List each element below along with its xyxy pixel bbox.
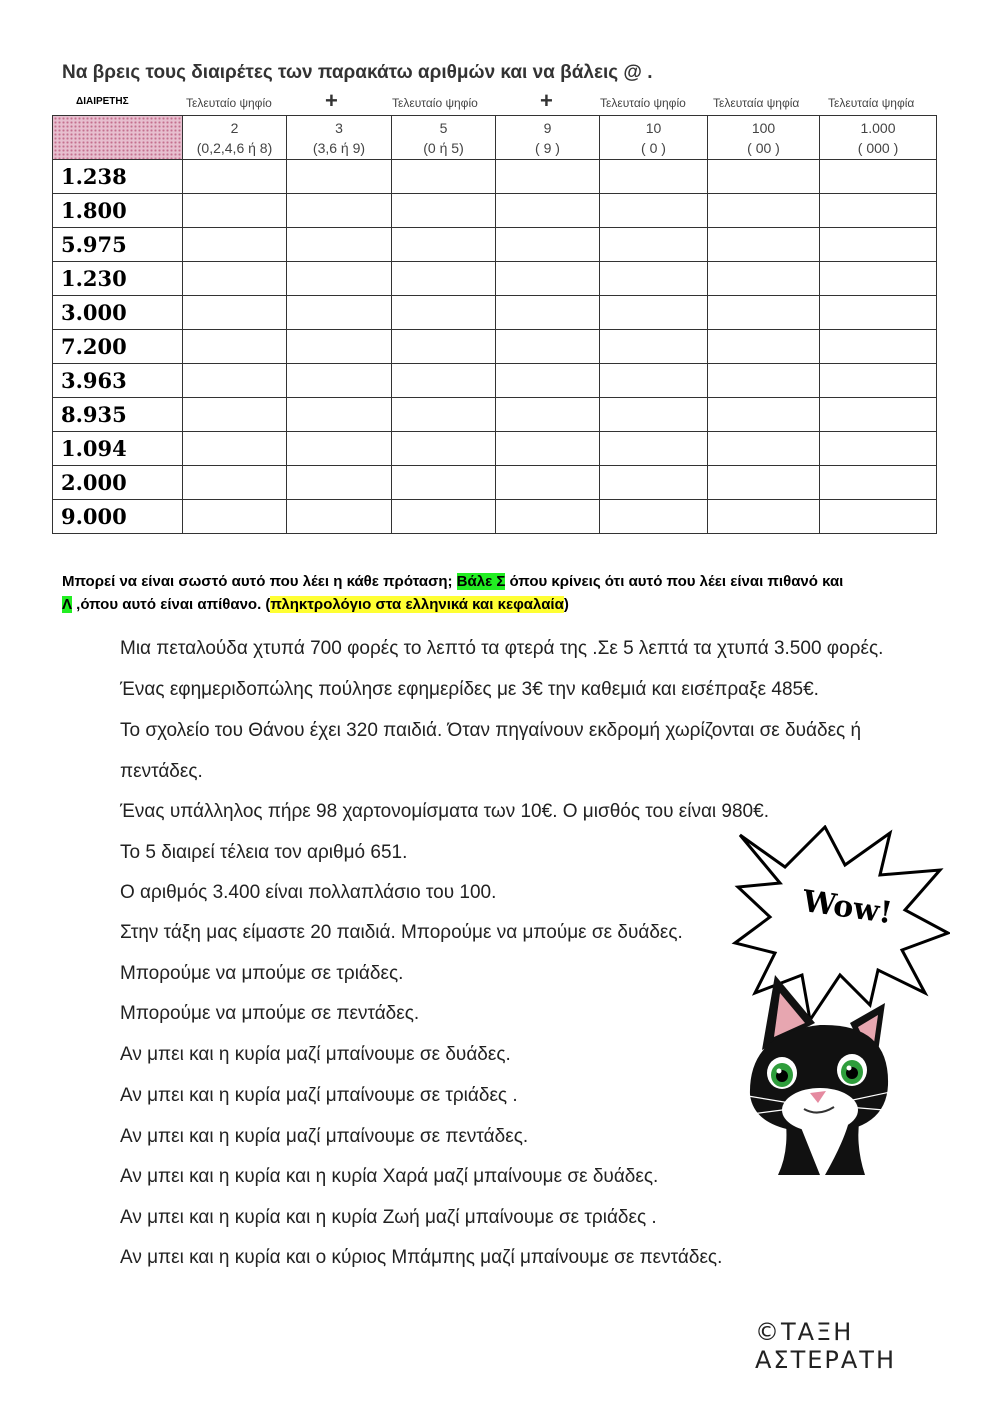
last-digits-label-2: Τελευταία ψηφία — [828, 96, 915, 110]
answer-cell[interactable] — [392, 330, 496, 364]
answer-cell[interactable] — [496, 432, 600, 466]
table-row — [53, 364, 937, 398]
table-row — [53, 398, 937, 432]
divisor-rule: ( 9 ) — [535, 139, 560, 156]
divisor-value: 1.000 — [860, 119, 896, 136]
divisor-rule: ( 00 ) — [747, 139, 780, 156]
statement-line: Αν μπει και η κυρία και ο κύριος Μπάμπης μαζί μπαίνουμε σε πεντάδες. — [120, 1247, 723, 1268]
answer-cell[interactable] — [708, 160, 820, 194]
answer-cell[interactable] — [820, 330, 937, 364]
table-row — [53, 160, 937, 194]
answer-cell[interactable] — [600, 228, 708, 262]
answer-cell[interactable] — [820, 160, 937, 194]
number-cell: 8.935 — [53, 398, 183, 432]
divisor-rule: (3,6 ή 9) — [312, 139, 366, 156]
statement-line: Ο αριθμός 3.400 είναι πολλαπλάσιο του 100. — [120, 882, 497, 903]
last-digit-label-1: Τελευταίο ψηφίο — [186, 96, 272, 110]
answer-cell[interactable] — [820, 262, 937, 296]
answer-cell[interactable] — [708, 432, 820, 466]
answer-cell[interactable] — [183, 262, 287, 296]
answer-cell[interactable] — [600, 262, 708, 296]
answer-cell[interactable] — [820, 398, 937, 432]
instruction-text-4: ) — [563, 596, 569, 613]
divisor-column-7 — [820, 116, 937, 160]
last-digit-label-3: Τελευταίο ψηφίο — [600, 96, 686, 110]
statement-line: Το σχολείο του Θάνου έχει 320 παιδιά. Όταν πηγαίνουν εκδρομή χωρίζονται σε δυάδες ή — [120, 720, 862, 741]
answer-cell[interactable] — [708, 364, 820, 398]
number-cell: 2.000 — [53, 466, 183, 500]
answer-cell[interactable] — [287, 466, 392, 500]
divisor-column-4 — [496, 116, 600, 160]
divisors-table — [52, 115, 937, 534]
statement-line: Το 5 διαιρεί τέλεια τον αριθμό 651. — [120, 842, 408, 863]
statement-line: Μπορούμε να μπούμε σε τριάδες. — [120, 963, 404, 984]
answer-cell[interactable] — [392, 194, 496, 228]
answer-cell[interactable] — [600, 296, 708, 330]
statement-line: Μπορούμε να μπούμε σε πεντάδες. — [120, 1003, 420, 1024]
answer-cell[interactable] — [820, 432, 937, 466]
answer-cell[interactable] — [600, 500, 708, 534]
statement-line: Αν μπει και η κυρία μαζί μπαίνουμε σε τριάδες . — [120, 1085, 518, 1106]
answer-cell[interactable] — [496, 466, 600, 500]
instructions — [62, 570, 942, 616]
statement-line: Μια πεταλούδα χτυπά 700 φορές το λεπτό τα φτερά της .Σε 5 λεπτά τα χτυπά 3.500 φορές. — [120, 638, 884, 659]
answer-cell[interactable] — [708, 398, 820, 432]
answer-cell[interactable] — [708, 500, 820, 534]
answer-cell[interactable] — [600, 160, 708, 194]
table-row — [53, 330, 937, 364]
table-row — [53, 194, 937, 228]
answer-cell[interactable] — [287, 432, 392, 466]
answer-cell[interactable] — [287, 500, 392, 534]
answer-cell[interactable] — [392, 228, 496, 262]
cat-illustration — [730, 825, 950, 1180]
answer-cell[interactable] — [820, 364, 937, 398]
answer-cell[interactable] — [820, 228, 937, 262]
number-cell: 3.963 — [53, 364, 183, 398]
number-cell: 1.230 — [53, 262, 183, 296]
answer-cell[interactable] — [600, 330, 708, 364]
answer-cell[interactable] — [392, 432, 496, 466]
answer-cell[interactable] — [183, 398, 287, 432]
number-cell: 7.200 — [53, 330, 183, 364]
divisor-column-2 — [287, 116, 392, 160]
answer-cell[interactable] — [496, 296, 600, 330]
answer-cell[interactable] — [600, 194, 708, 228]
divisor-value: 9 — [543, 119, 552, 136]
answer-cell[interactable] — [600, 466, 708, 500]
divisor-value: 100 — [751, 119, 776, 136]
answer-cell[interactable] — [496, 160, 600, 194]
statement-line: Ένας υπάλληλος πήρε 98 χαρτονομίσματα των 10€. Ο μισθός του είναι 980€. — [120, 801, 769, 822]
answer-cell[interactable] — [287, 228, 392, 262]
last-digits-label-1: Τελευταία ψηφία — [713, 96, 800, 110]
answer-cell[interactable] — [183, 364, 287, 398]
answer-cell[interactable] — [183, 432, 287, 466]
number-cell: 5.975 — [53, 228, 183, 262]
answer-cell[interactable] — [287, 194, 392, 228]
statement-line: Αν μπει και η κυρία μαζί μπαίνουμε σε πεντάδες. — [120, 1126, 529, 1147]
answer-cell[interactable] — [183, 160, 287, 194]
divisor-rule: ( 0 ) — [641, 139, 666, 156]
divisor-rule: ( 000 ) — [857, 139, 899, 156]
pink-corner-cell — [53, 116, 183, 160]
instruction-highlight-keyboard: πληκτρολόγιο στα ελληνικά και κεφαλαία — [270, 596, 564, 613]
answer-cell[interactable] — [496, 194, 600, 228]
answer-cell[interactable] — [708, 466, 820, 500]
answer-cell[interactable] — [392, 466, 496, 500]
table-row — [53, 296, 937, 330]
divisor-value: 10 — [645, 119, 662, 136]
table-row — [53, 262, 937, 296]
answer-cell[interactable] — [392, 398, 496, 432]
answer-cell[interactable] — [183, 296, 287, 330]
answer-cell[interactable] — [820, 466, 937, 500]
answer-cell[interactable] — [496, 500, 600, 534]
divisor-rule: (0 ή 5) — [423, 139, 464, 156]
answer-cell[interactable] — [392, 262, 496, 296]
divisor-column-3 — [392, 116, 496, 160]
divisor-value: 2 — [230, 119, 239, 136]
table-row — [53, 500, 937, 534]
answer-cell[interactable] — [708, 194, 820, 228]
answer-cell[interactable] — [600, 432, 708, 466]
statement-line: Αν μπει και η κυρία μαζί μπαίνουμε σε δυάδες. — [120, 1044, 511, 1065]
worksheet-title: Να βρεις τους διαιρέτες των παρακάτω αριθμών και να βάλεις @ . — [62, 62, 653, 83]
instruction-text-2: όπου κρίνεις ότι αυτό που λέει είναι πιθανό και — [505, 573, 844, 590]
statement-line: Ένας εφημεριδοπώλης πούλησε εφημερίδες με 3€ την καθεμιά και εισέπραξε 485€. — [120, 679, 819, 700]
answer-cell[interactable] — [392, 296, 496, 330]
answer-cell[interactable] — [496, 364, 600, 398]
divisor-column-5 — [600, 116, 708, 160]
number-cell: 3.000 — [53, 296, 183, 330]
answer-cell[interactable] — [183, 228, 287, 262]
wow-text: Wow! — [800, 883, 895, 932]
answer-cell[interactable] — [496, 398, 600, 432]
answer-cell[interactable] — [600, 364, 708, 398]
statement-line: πεντάδες. — [120, 761, 203, 782]
answer-cell[interactable] — [820, 296, 937, 330]
divisor-column-1 — [183, 116, 287, 160]
copyright-text: ©ΤΑΞΗ ΑΣΤΕΡΑΤΗ — [755, 1318, 897, 1374]
answer-cell[interactable] — [820, 194, 937, 228]
answer-cell[interactable] — [708, 228, 820, 262]
number-cell: 1.094 — [53, 432, 183, 466]
answer-cell[interactable] — [392, 364, 496, 398]
answer-cell[interactable] — [287, 262, 392, 296]
number-cell: 9.000 — [53, 500, 183, 534]
answer-cell[interactable] — [820, 500, 937, 534]
statement-line: Στην τάξη μας είμαστε 20 παιδιά. Μπορούμε να μπούμε σε δυάδες. — [120, 922, 683, 943]
last-digit-label-2: Τελευταίο ψηφίο — [392, 96, 478, 110]
statement-line: Αν μπει και η κυρία και η κυρία Ζωή μαζί μπαίνουμε σε τριάδες . — [120, 1207, 657, 1228]
answer-cell[interactable] — [287, 296, 392, 330]
answer-cell[interactable] — [183, 330, 287, 364]
answer-cell[interactable] — [287, 398, 392, 432]
number-cell: 1.800 — [53, 194, 183, 228]
divisor-header-label: ΔΙΑΙΡΕΤΗΣ — [76, 96, 129, 107]
table-row — [53, 466, 937, 500]
divisor-value: 3 — [335, 119, 343, 136]
answer-cell[interactable] — [287, 364, 392, 398]
table-row — [53, 228, 937, 262]
answer-cell[interactable] — [496, 228, 600, 262]
answer-cell[interactable] — [183, 194, 287, 228]
table-header-row — [53, 116, 937, 160]
answer-cell[interactable] — [600, 398, 708, 432]
answer-cell[interactable] — [287, 160, 392, 194]
answer-cell[interactable] — [708, 262, 820, 296]
instruction-text-1: Μπορεί να είναι σωστό αυτό που λέει η κάθε πρόταση; — [62, 573, 457, 590]
answer-cell[interactable] — [392, 160, 496, 194]
statement-line: Αν μπει και η κυρία και η κυρία Χαρά μαζί μπαίνουμε σε δυάδες. — [120, 1166, 659, 1187]
divisor-column-6 — [708, 116, 820, 160]
answer-cell[interactable] — [496, 262, 600, 296]
instruction-text-3: ,όπου αυτό είναι απίθανο. ( — [72, 596, 271, 613]
answer-cell[interactable] — [392, 500, 496, 534]
answer-cell[interactable] — [183, 466, 287, 500]
table-row — [53, 432, 937, 466]
answer-cell[interactable] — [708, 296, 820, 330]
divisor-value: 5 — [439, 119, 448, 136]
answer-cell[interactable] — [496, 330, 600, 364]
instruction-highlight-l: Λ — [62, 596, 73, 613]
divisor-rule: (0,2,4,6 ή 8) — [196, 139, 273, 156]
answer-cell[interactable] — [183, 500, 287, 534]
plus-sign-2: + — [540, 88, 553, 113]
number-cell: 1.238 — [53, 160, 183, 194]
instruction-highlight-s: Βάλε Σ — [456, 573, 506, 590]
answer-cell[interactable] — [287, 330, 392, 364]
answer-cell[interactable] — [708, 330, 820, 364]
plus-sign-1: + — [325, 88, 338, 113]
